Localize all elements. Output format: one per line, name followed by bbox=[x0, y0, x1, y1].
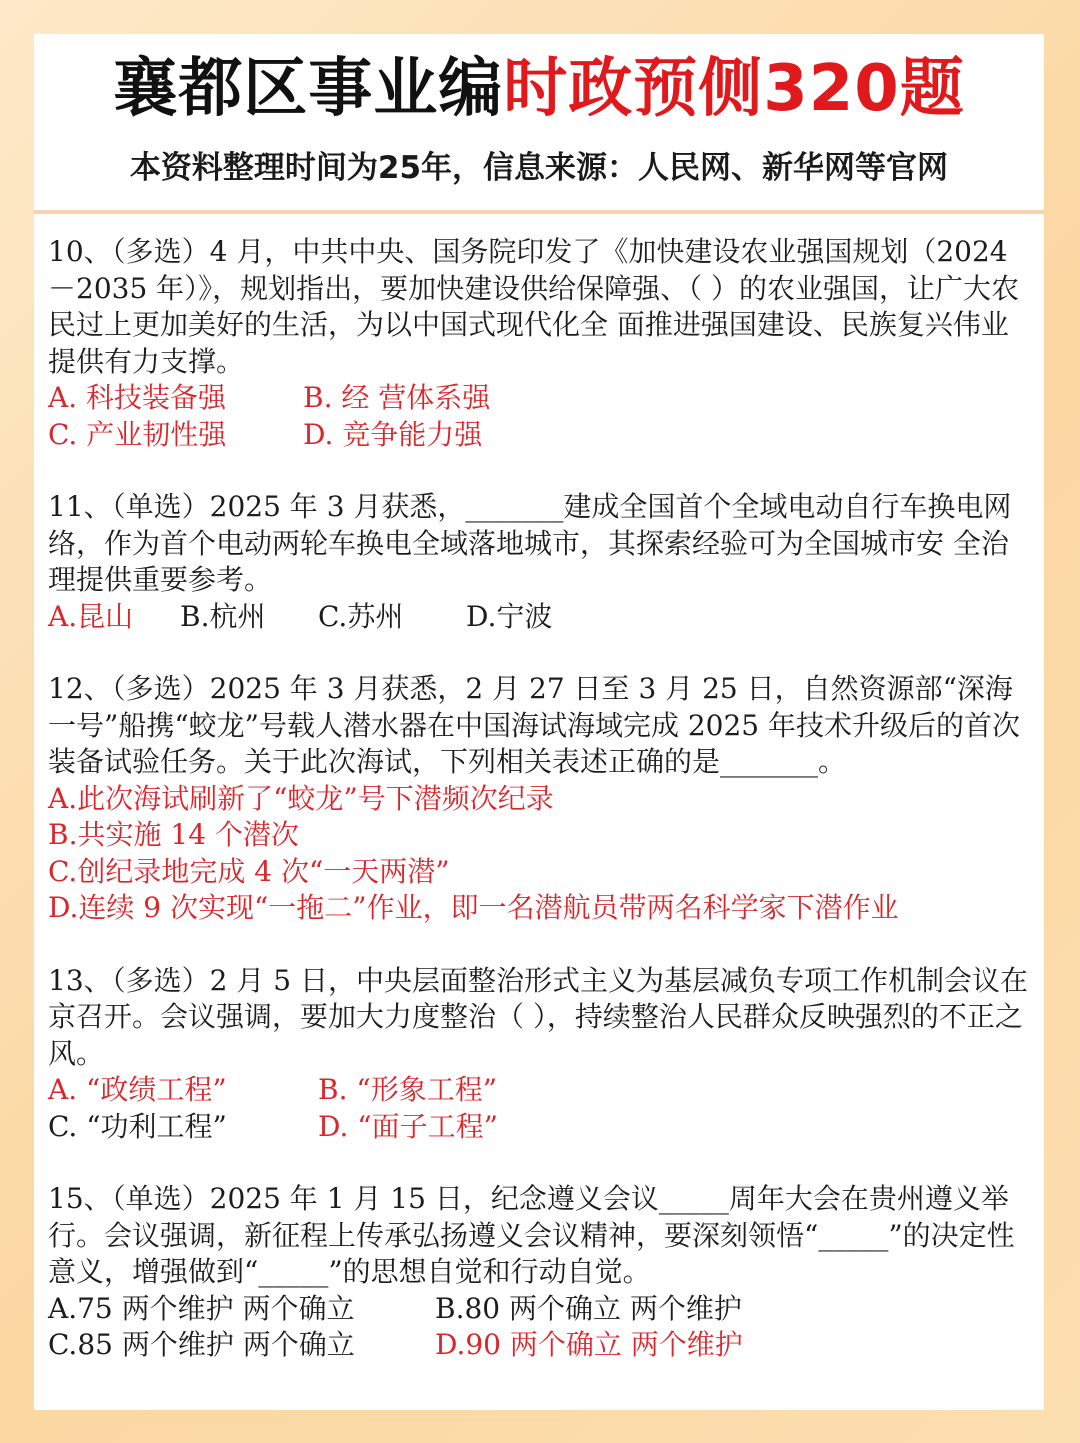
question-13 bbox=[48, 963, 1030, 1146]
option-c: C.创纪录地完成 4 次“一天两潜” bbox=[48, 854, 450, 888]
question-15 bbox=[48, 1181, 1030, 1364]
option-c: C. “功利工程” bbox=[48, 1109, 227, 1143]
option-row bbox=[48, 781, 1030, 927]
option-d: D.连续 9 次实现“一拖二”作业，即一名潜航员带两名科学家下潜作业 bbox=[48, 891, 899, 924]
option-b: B.80 两个确立 两个维护 bbox=[435, 1291, 742, 1325]
option-d: D. 竞争能力强 bbox=[303, 417, 483, 451]
option-c: C. 产业韧性强 bbox=[48, 417, 227, 451]
option-row bbox=[48, 380, 1030, 417]
question-11 bbox=[48, 489, 1030, 635]
option-d: D.90 两个确立 两个维护 bbox=[435, 1328, 743, 1361]
option-row bbox=[48, 599, 1030, 636]
option-a: A.此次海试刷新了“蛟龙”号下潜频次纪录 bbox=[48, 781, 554, 815]
question-sheet bbox=[34, 34, 1044, 1410]
title-black-part: 襄都区事业编 bbox=[113, 52, 504, 126]
option-a: A. 科技装备强 bbox=[48, 381, 227, 414]
question-stem: 11、（单选）2025 年 3 月获悉，_______建成全国首个全域电动自行车换电网络，作为首个电动两轮车换电全域落地城市，其探索经验可为全国城市安 全治理提供重要参考。 bbox=[48, 490, 1012, 596]
option-c: C.85 两个维护 两个确立 bbox=[48, 1328, 355, 1361]
option-row bbox=[48, 1109, 1030, 1146]
option-a: A.75 两个维护 两个确立 bbox=[48, 1291, 355, 1325]
question-12 bbox=[48, 671, 1030, 927]
option-b: B. “形象工程” bbox=[318, 1073, 498, 1106]
option-d: D. “面子工程” bbox=[318, 1109, 498, 1143]
option-b: B.杭州 bbox=[180, 599, 266, 633]
question-stem: 15、（单选）2025 年 1 月 15 日，纪念遵义会议_____周年大会在贵州遵义举行。会议强调，新征程上传承弘扬遵义会议精神，要深刻领悟“_____”的决定性意义，增强做到“_____”的思想自觉和行动自觉。 bbox=[48, 1182, 1015, 1288]
question-list bbox=[34, 214, 1044, 1364]
option-b: B. 经 营体系强 bbox=[303, 381, 491, 414]
question-10 bbox=[48, 234, 1030, 453]
option-row bbox=[48, 1327, 1030, 1364]
page-title bbox=[34, 34, 1044, 130]
question-stem: 13、（多选）2 月 5 日，中央层面整治形式主义为基层减负专项工作机制会议在京召开。会议强调，要加大力度整治（ ），持续整治人民群众反映强烈的不正之风。 bbox=[48, 963, 1028, 1070]
option-a: A. “政绩工程” bbox=[48, 1073, 227, 1106]
question-stem: 12、（多选）2025 年 3 月获悉，2 月 27 日至 3 月 25 日，自然资源部“深海一号”船携“蛟龙”号载人潜水器在中国海试海域完成 2025 年技术升级后的首次装备试验任务。关于此次海试，下列相关表述正确的是_______。 bbox=[48, 672, 1021, 778]
question-stem: 10、（多选）4 月，中共中央、国务院印发了《加快建设农业强国规划（2024－2035 年）》，规划指出，要加快建设供给保障强、（ ）的农业强国，让广大农民过上更加美好的生活，为以中国式现代化全 面推进强国建设、民族复兴伟业提供有力支撑。 bbox=[48, 235, 1020, 378]
page-subtitle: 本资料整理时间为25年，信息来源：人民网、新华网等官网 bbox=[129, 150, 949, 186]
option-row bbox=[48, 1072, 1030, 1109]
header bbox=[34, 34, 1044, 214]
title-red-part: 时政预侧320题 bbox=[503, 52, 965, 126]
option-row bbox=[48, 1291, 1030, 1328]
option-c: C.苏州 bbox=[318, 599, 404, 633]
option-row bbox=[48, 417, 1030, 454]
option-b: B.共实施 14 个潜次 bbox=[48, 818, 299, 851]
option-a: A.昆山 bbox=[48, 599, 134, 633]
option-d: D.宁波 bbox=[466, 599, 553, 633]
